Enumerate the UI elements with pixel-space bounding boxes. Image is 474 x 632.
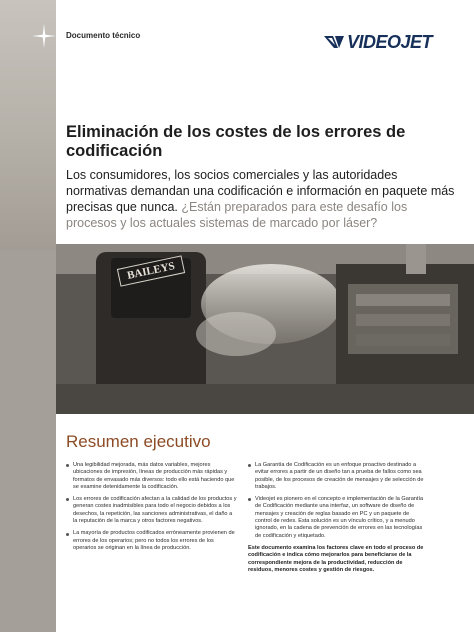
summary-bullet-item: Los errores de codificación afectan a la calidad de los productos y generan costes inadmisibles para todo el negocio debidos a los desechos, la repetición, las sanciones administrativas, el daño a la reputación de la marca y otros factores negativos. [66,496,238,525]
summary-bullet-item: Videojet es pionero en el concepto e implementación de la Garantía de Codificación mediante una interfaz, un software de diseño de mensajes y creación de reglas basado en PC y un paquete de control de redes. Esta solución es un vínculo crítico, y a menudo ignorado, en la cadena de prevención de errores en las tecnologías de codificación y etiquetado. [248,496,424,540]
page-title: Eliminación de los costes de los errores de codificación [66,123,406,160]
sparkle-icon [32,24,56,48]
summary-bullet-item: La Garantía de Codificación es un enfoque proactivo destinado a evitar errores a partir de un diseño tan a prueba de fallos como sea posible, de los procesos de creación de mensajes y de selección de trabajos. [248,462,424,491]
summary-bullet-item: Una legibilidad mejorada, más datos variables, mejores ubicaciones de impresión, líneas de producción más rápidas y formatos de envasado más diversos: todo ello está haciendo que se examine detenidamente la codificación. [66,462,238,491]
lead-highlight: ¿Están preparados para este desafío los procesos y los actuales sistemas de marcado por láser? [66,200,408,230]
lead-paragraph [66,167,461,231]
document-type-label: Documento técnico [66,31,141,40]
summary-bullet-item: La mayoría de productos codificados erróneamente provienen de errores de los operarios; pero no todos los errores de los operarios se originan en la línea de producción. [66,530,238,552]
summary-heading: Resumen ejecutivo [66,432,211,451]
hero-photo [56,244,474,414]
videojet-logo-mark [324,32,344,52]
videojet-logo [324,29,464,55]
bottle-brand-text: BAILEYS [126,260,176,282]
summary-right-column [248,462,424,574]
summary-closing-paragraph: Este documento examina los factores clave en todo el proceso de codificación e indica cómo mejorarlos para beneficiarse de la correspondiente mejora de la productividad, reducción de residuos, menores costes y gestión de riesgos. [248,544,424,573]
summary-left-list [66,462,238,552]
lead-text: Los consumidores, los socios comerciales y las autoridades normativas demandan una codificación e información en paquete más precisas que nunca. [66,168,455,214]
summary-right-list [248,462,424,540]
summary-left-column [66,462,238,557]
logo-wordmark: VIDEOJET [347,31,433,52]
